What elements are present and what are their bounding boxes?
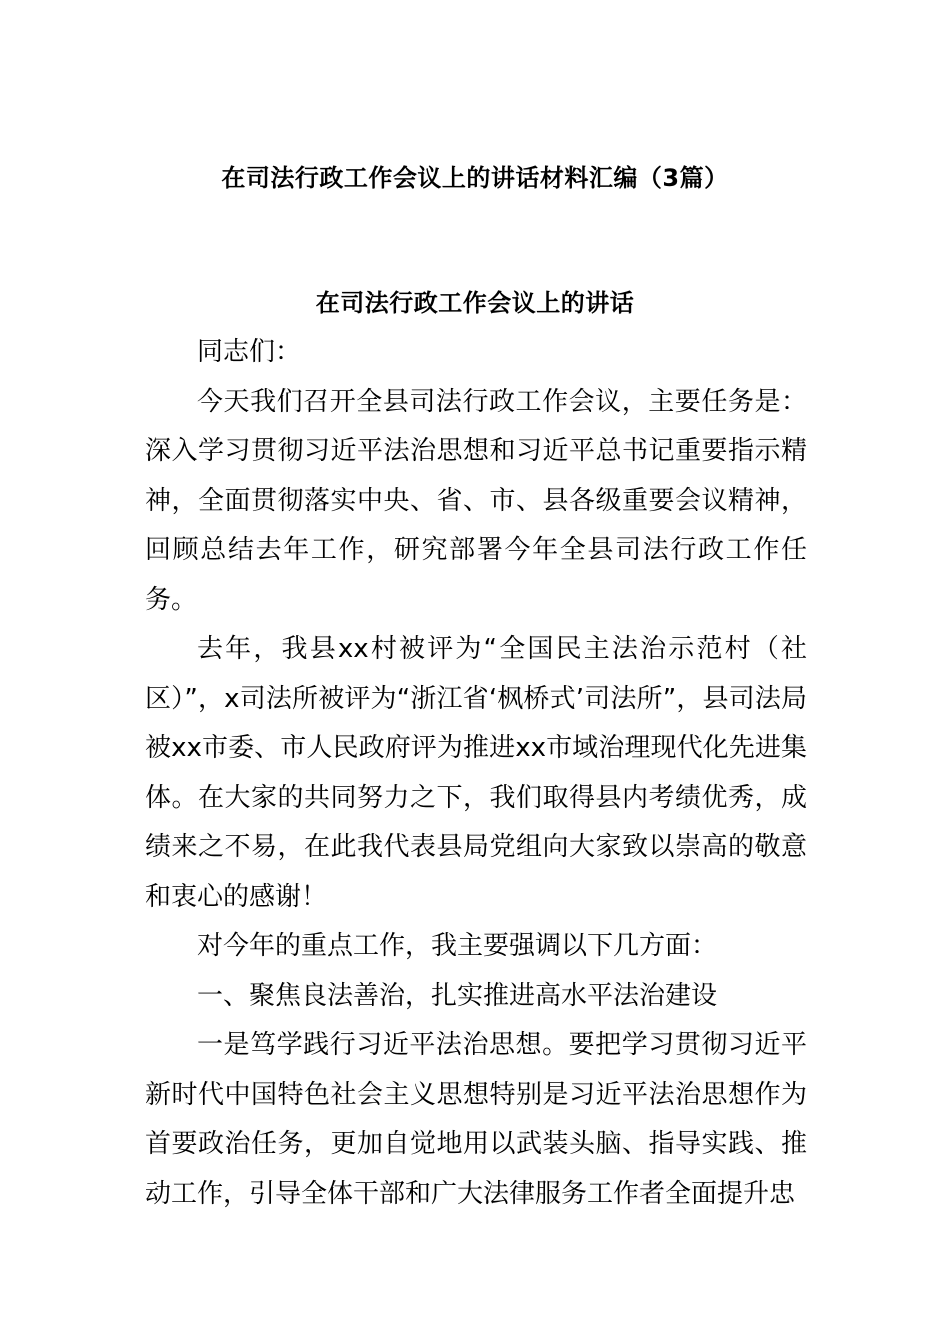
section-title: 在司法行政工作会议上的讲话	[315, 289, 635, 317]
paragraph: 今天我们召开全县司法行政工作会议，主要任务是：深入学习贯彻习近平法治思想和习近平总书记重要指示精神，全面贯彻落实中央、省、市、县各级重要会议精神，回顾总结去年工作，研究部署今年全县司法行政工作任务。	[145, 386, 807, 615]
document-title: 在司法行政工作会议上的讲话材料汇编（3篇）	[221, 164, 729, 192]
document-body	[145, 328, 807, 1219]
section-heading: 一、聚焦良法善治，扎实推进高水平法治建设	[197, 980, 718, 1011]
paragraph-salutation: 同志们：	[197, 337, 302, 367]
paragraph: 一是笃学践行习近平法治思想。要把学习贯彻习近平新时代中国特色社会主义思想特别是习近平法治思想作为首要政治任务，更加自觉地用以武装头脑、指导实践、推动工作，引导全体干部和广大法律服务工作者全面提升忠	[145, 1030, 807, 1209]
paragraph: 去年，我县xx村被评为“全国民主法治示范村（社区）”，x司法所被评为“浙江省‘枫桥式’司法所”，县司法局被xx市委、市人民政府评为推进xx市域治理现代化先进集体。在大家的共同努力之下，我们取得县内考绩优秀，成绩来之不易，在此我代表县局党组向大家致以崇高的敬意和衷心的感谢！	[145, 634, 807, 912]
paragraph: 对今年的重点工作，我主要强调以下几方面：	[197, 931, 718, 961]
